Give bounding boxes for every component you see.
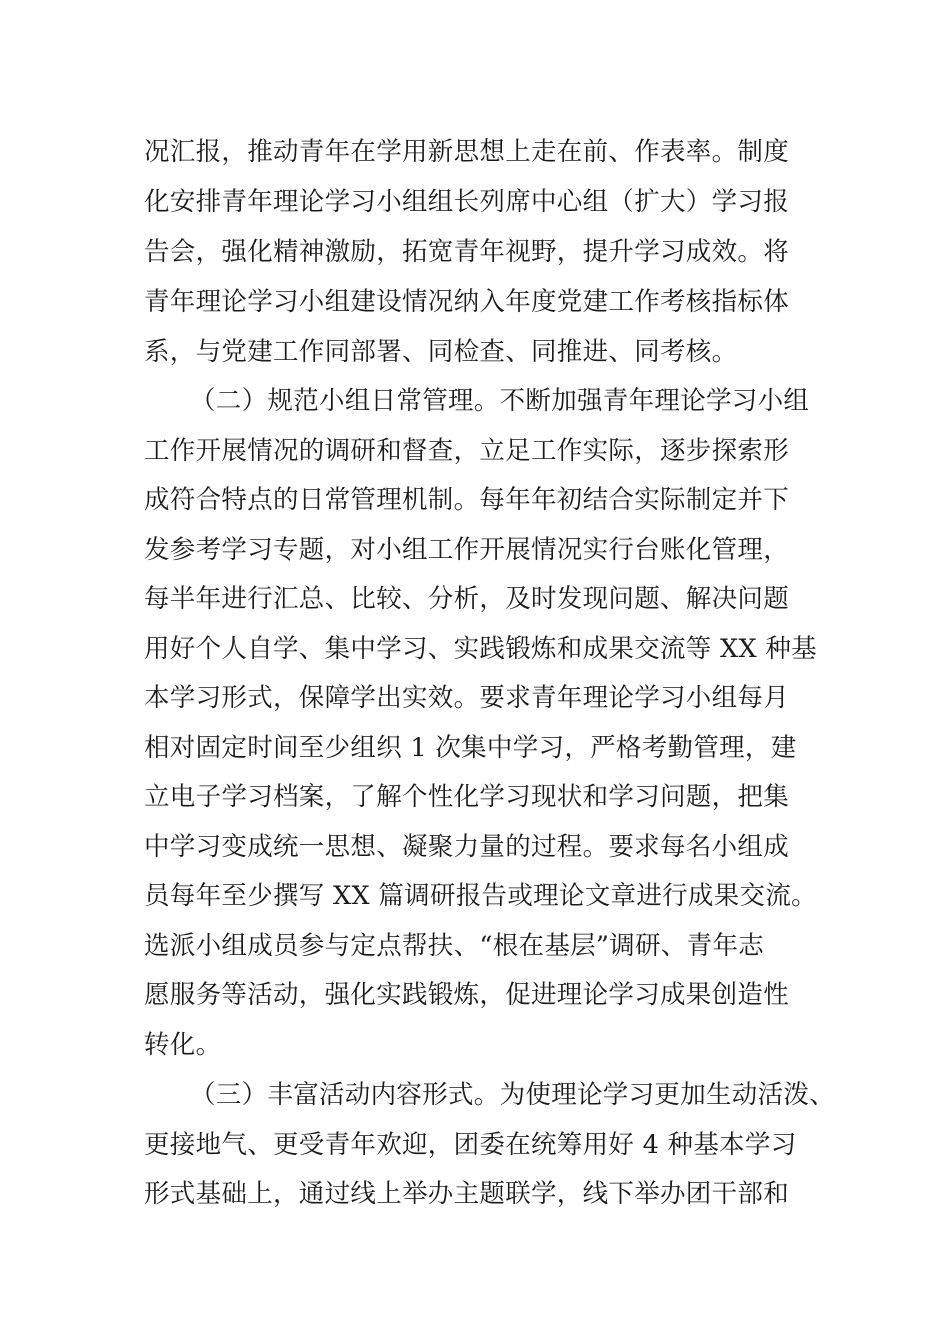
body-line: 系，与党建工作同部署、同检查、同推进、同考核。 [144, 337, 738, 367]
body-line: 用好个人自学、集中学习、实践锻炼和成果交流等 XX 种基 [144, 634, 817, 664]
body-line: 成符合特点的日常管理机制。每年年初结合实际制定并下 [144, 485, 790, 515]
body-line: 本学习形式，保障学出实效。要求青年理论学习小组每月 [144, 683, 790, 713]
body-line: 更接地气、更受青年欢迎，团委在统筹用好 4 种基本学习 [144, 1130, 797, 1160]
body-line: 工作开展情况的调研和督查，立足工作实际，逐步探索形 [144, 436, 790, 466]
body-line: 选派小组成员参与定点帮扶、“根在基层”调研、青年志 [144, 931, 765, 961]
body-line: 发参考学习专题，对小组工作开展情况实行台账化管理， [144, 535, 790, 565]
body-line: 青年理论学习小组建设情况纳入年度党建工作考核指标体 [144, 287, 790, 317]
body-line: 转化。 [144, 1030, 222, 1060]
body-line: 化安排青年理论学习小组组长列席中心组（扩大）学习报 [144, 187, 790, 217]
body-line: 每半年进行汇总、比较、分析，及时发现问题、解决问题 [144, 584, 790, 614]
body-line: 告会，强化精神激励，拓宽青年视野，提升学习成效。将 [144, 237, 790, 267]
section-heading-line: （三）丰富活动内容形式。为使理论学习更加生动活泼、 [190, 1080, 836, 1110]
body-line: 况汇报，推动青年在学用新思想上走在前、作表率。制度 [144, 137, 790, 167]
body-line: 中学习变成统一思想、凝聚力量的过程。要求每名小组成 [144, 832, 790, 862]
body-line: 愿服务等活动，强化实践锻炼，促进理论学习成果创造性 [144, 980, 790, 1010]
body-line: 立电子学习档案，了解个性化学习现状和学习问题，把集 [144, 782, 790, 812]
section-heading-line: （二）规范小组日常管理。不断加强青年理论学习小组 [190, 386, 810, 416]
body-line: 形式基础上，通过线上举办主题联学，线下举办团干部和 [144, 1179, 790, 1209]
body-line: 相对固定时间至少组织 1 次集中学习，严格考勤管理，建 [144, 733, 797, 763]
body-line: 员每年至少撰写 XX 篇调研报告或理论文章进行成果交流。 [144, 881, 817, 911]
